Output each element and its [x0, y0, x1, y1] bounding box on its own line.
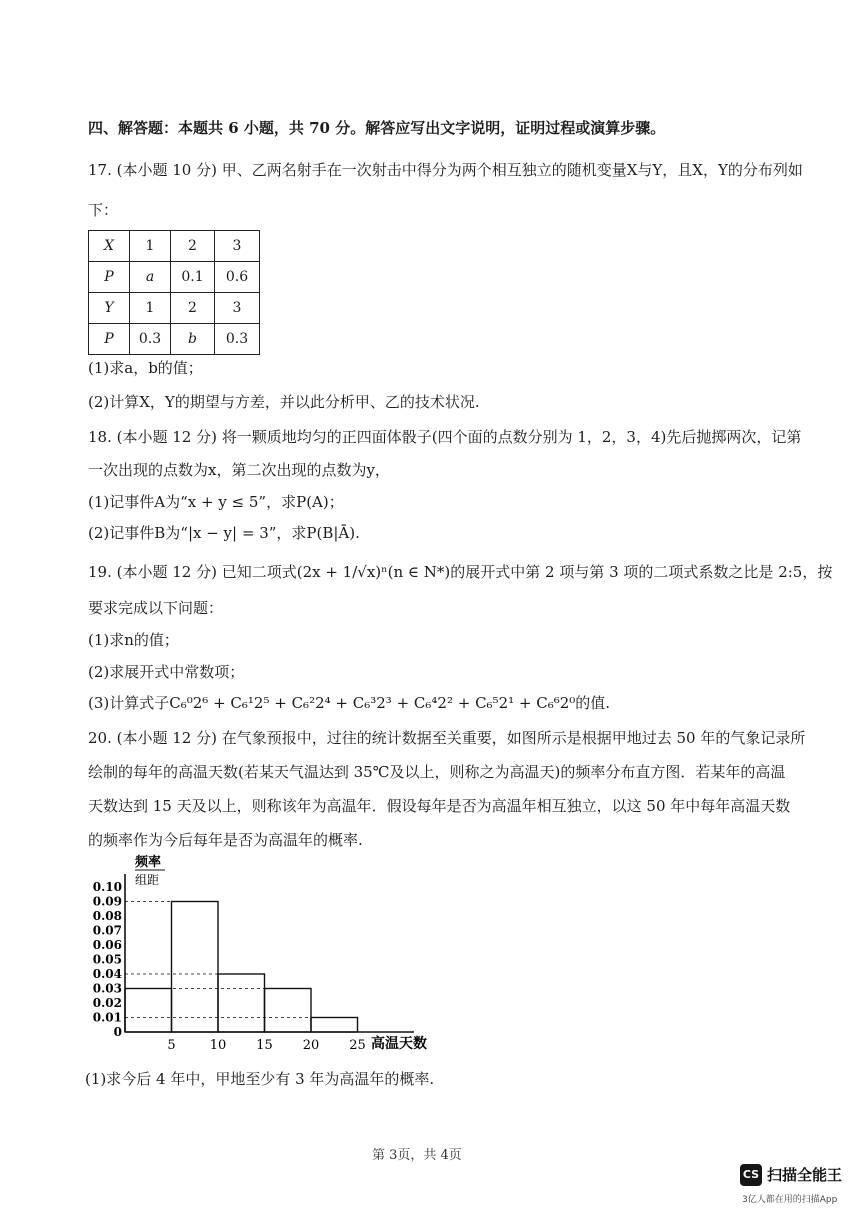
histogram-bar [265, 989, 312, 1033]
q19-line1: 19. (本小题 12 分) 已知二项式(2x + 1/√x)ⁿ(n ∈ N*)的展开式中第 2 项与第 3 项的二项式系数之比是 2:5，按 [88, 563, 833, 581]
y-tick-label: 0 [113, 1025, 122, 1039]
q20-part1: (1)求今后 4 年中，甲地至少有 3 年为高温年的概率. [85, 1070, 435, 1088]
q20-line1: 20. (本小题 12 分) 在气象预报中，过往的统计数据至关重要，如图所示是根据甲地过去 50 年的气象记录所 [88, 729, 806, 747]
y-tick-label: 0.04 [92, 967, 122, 981]
histogram-bar [311, 1018, 358, 1033]
histogram-bars [125, 902, 358, 1033]
table-cell: 0.3 [215, 324, 260, 355]
y-tick-label: 0.09 [92, 894, 122, 909]
histogram-bar [125, 989, 172, 1033]
q20-line4: 的频率作为今后每年是否为高温年的概率. [88, 831, 363, 849]
table-cell: a [130, 262, 171, 293]
x-tick-label: 10 [209, 1038, 227, 1053]
q18-line2: 一次出现的点数为x，第二次出现的点数为y， [88, 461, 390, 479]
table-cell: b [171, 324, 215, 355]
q17-line1: 17. (本小题 10 分) 甲、乙两名射手在一次射击中得分为两个相互独立的随机变量X与Y，且X，Y的分布列如 [88, 161, 803, 179]
q17-part2: (2)计算X，Y的期望与方差，并以此分析甲、乙的技术状况. [88, 393, 480, 411]
q19-part1: (1)求n的值； [88, 631, 179, 649]
table-cell: Y [89, 293, 130, 324]
table-row [89, 262, 260, 293]
camscanner-logo: CS [740, 1164, 762, 1186]
watermark-brand: 扫描全能王 [767, 1166, 843, 1184]
table-cell: P [89, 262, 130, 293]
q19-part3: (3)计算式子C₆⁰2⁶ + C₆¹2⁵ + C₆²2⁴ + C₆³2³ + C₆⁴2² + C₆⁵2¹ + C₆⁶2⁰的值. [88, 694, 611, 712]
histogram-bar [172, 902, 219, 1033]
q17-part1: (1)求a，b的值； [88, 359, 203, 377]
page-footer: 第 3页，共 4页 [372, 1148, 462, 1163]
x-tick-label: 5 [167, 1038, 176, 1053]
q20-line3: 天数达到 15 天及以上，则称该年为高温年．假设每年是否为高温年相互独立，以这 50 年中每年高温天数 [88, 797, 791, 815]
histogram-bar [218, 974, 265, 1032]
y-tick-label: 0.05 [92, 952, 122, 967]
table-cell: 2 [171, 293, 215, 324]
table-cell: 2 [171, 231, 215, 262]
x-axis-ticks [167, 1038, 365, 1053]
table-cell: 0.1 [171, 262, 215, 293]
y-tick-label: 0.07 [92, 923, 122, 938]
table-row [89, 293, 260, 324]
y-axis-ticks [93, 880, 122, 1039]
x-axis-label: 高温天数 [371, 1036, 427, 1052]
q18-part1: (1)记事件A为“x + y ≤ 5”，求P(A)； [88, 493, 344, 511]
q19-part2: (2)求展开式中常数项； [88, 663, 245, 681]
table-cell: 3 [215, 231, 260, 262]
y-tick-label: 0.06 [92, 938, 122, 952]
y-tick-label: 0.02 [92, 996, 122, 1010]
table-cell: P [89, 324, 130, 355]
table-cell: X [89, 231, 130, 262]
section-heading: 四、解答题：本题共 6 小题，共 70 分。解答应写出文字说明，证明过程或演算步骤。 [88, 119, 666, 137]
table-cell: 3 [215, 293, 260, 324]
x-tick-label: 25 [349, 1038, 366, 1053]
table-row [89, 231, 260, 262]
y-axis-label-bottom: 组距 [135, 873, 160, 887]
table-cell: 0.6 [215, 262, 260, 293]
distribution-table [88, 230, 260, 355]
q18-line1: 18. (本小题 12 分) 将一颗质地均匀的正四面体骰子(四个面的点数分别为 1，2，3，4)先后抛掷两次，记第 [88, 428, 802, 446]
q19-line2: 要求完成以下问题： [88, 599, 224, 617]
x-tick-label: 20 [302, 1038, 320, 1053]
y-tick-label: 0.03 [92, 981, 122, 996]
watermark-tagline: 3亿人都在用的扫描App [742, 1195, 838, 1205]
y-tick-label: 0.01 [92, 1010, 122, 1025]
frequency-histogram [85, 852, 455, 1062]
y-axis-label-top: 频率 [135, 855, 162, 870]
x-tick-label: 15 [256, 1038, 273, 1053]
table-cell: 1 [130, 231, 171, 262]
table-cell: 1 [130, 293, 171, 324]
y-tick-label: 0.08 [92, 909, 122, 923]
table-cell: 0.3 [130, 324, 171, 355]
q18-part2: (2)记事件B为“|x − y| = 3”，求P(B|Ā). [88, 524, 360, 542]
table-row [89, 324, 260, 355]
y-tick-label: 0.10 [92, 880, 122, 894]
q17-line2: 下： [88, 201, 119, 219]
q20-line2: 绘制的每年的高温天数(若某天气温达到 35℃及以上，则称之为高温天)的频率分布直方图．若某年的高温 [88, 763, 786, 781]
